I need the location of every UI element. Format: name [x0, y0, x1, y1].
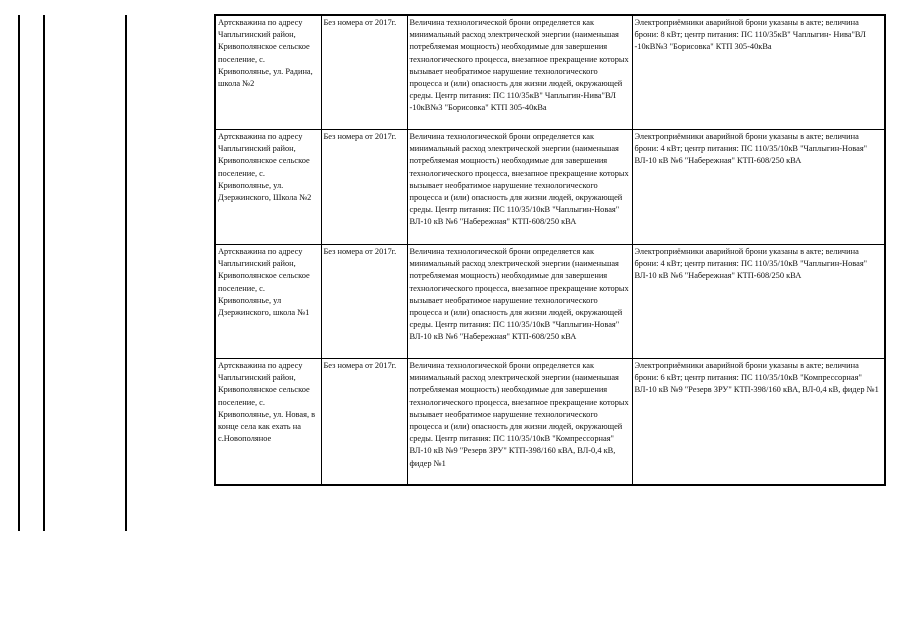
left-margin-line-3	[125, 15, 127, 531]
left-margin-line-1	[18, 15, 20, 531]
table-row	[215, 15, 885, 130]
document-cell: Без номера от 2017г.	[321, 245, 407, 359]
object-address-cell: Артскважина по адресу Чаплыгинский район, Кривополянское сельское поселение, с. Кривополянье, ул. Радина, школа №2	[215, 15, 321, 130]
document-cell: Без номера от 2017г.	[321, 15, 407, 130]
object-address-cell: Артскважина по адресу Чаплыгинский район, Кривополянское сельское поселение, с. Кривополянье, ул Дзержинского, школа №1	[215, 245, 321, 359]
reserve-details-cell: Электроприёмники аварийной брони указаны в акте; величина брони: 6 кВт; центр питания: ПС 110/35/10кВ "Компрессорная" ВЛ-10 кВ №9 "Резерв ЗРУ" КТП-398/160 кВА, ВЛ-0,4 кВ, фидер №1	[632, 359, 885, 486]
emergency-reserve-table	[214, 14, 886, 486]
object-address-cell: Артскважина по адресу Чаплыгинский район, Кривополянское сельское поселение, с. Кривополянье, ул. Новая, в конце села как ехать на с.Новополяное	[215, 359, 321, 486]
document-cell: Без номера от 2017г.	[321, 130, 407, 245]
justification-cell: Величина технологической брони определяется как минимальный расход электрической энергии (наименьшая потребляемая мощность) необходимые для завершения технологического процесса, внезапное прекращение которых вызывает необратимое нарушение технологического процесса и (или) опасность для жизни людей, окружающей среды. Центр питания: ПС 110/35/10кВ "Чаплыгин-Новая" ВЛ-10 кВ №6 "Набережная" КТП-608/250 кВА	[407, 245, 632, 359]
object-address-cell: Артскважина по адресу Чаплыгинский район, Кривополянское сельское поселение, с. Кривополянье, ул. Дзержинского, Школа №2	[215, 130, 321, 245]
table-row	[215, 130, 885, 245]
table-row	[215, 359, 885, 486]
justification-cell: Величина технологической брони определяется как минимальный расход электрической энергии (наименьшая потребляемая мощность) необходимые для завершения технологического процесса, внезапное прекращение которых вызывает необратимое нарушение технологического процесса и (или) опасность для жизни людей, окружающей среды. Центр питания: ПС 110/35кВ" Чаплыгин-Нива"ВЛ -10кВ№3 "Борисовка" КТП 305-40кВа	[407, 15, 632, 130]
justification-cell: Величина технологической брони определяется как минимальный расход электрической энергии (наименьшая потребляемая мощность) необходимые для завершения технологического процесса, внезапное прекращение которых вызывает необратимое нарушение технологического процесса и (или) опасность для жизни людей, окружающей среды. Центр питания: ПС 110/35/10кВ "Компрессорная" ВЛ-10 кВ №9 "Резерв ЗРУ" КТП-398/160 кВА, ВЛ-0,4 кВ, фидер №1	[407, 359, 632, 486]
justification-cell: Величина технологической брони определяется как минимальный расход электрической энергии (наименьшая потребляемая мощность) необходимые для завершения технологического процесса, внезапное прекращение которых вызывает необратимое нарушение технологического процесса и (или) опасность для жизни людей, окружающей среды. Центр питания: ПС 110/35/10кВ "Чаплыгин-Новая" ВЛ-10 кВ №6 "Набережная" КТП-608/250 кВА	[407, 130, 632, 245]
left-margin-line-2	[43, 15, 45, 531]
reserve-details-cell: Электроприёмники аварийной брони указаны в акте; величина брони: 8 кВт; центр питания: ПС 110/35кВ" Чаплыгин- Нива"ВЛ -10кВ№3 "Борисовка" КТП 305-40кВа	[632, 15, 885, 130]
reserve-details-cell: Электроприёмники аварийной брони указаны в акте; величина брони: 4 кВт; центр питания: ПС 110/35/10кВ "Чаплыгин-Новая" ВЛ-10 кВ №6 "Набережная" КТП-608/250 кВА	[632, 245, 885, 359]
document-cell: Без номера от 2017г.	[321, 359, 407, 486]
table-row	[215, 245, 885, 359]
reserve-details-cell: Электроприёмники аварийной брони указаны в акте; величина брони: 4 кВт; центр питания: ПС 110/35/10кВ "Чаплыгин-Новая" ВЛ-10 кВ №6 "Набережная" КТП-608/250 кВА	[632, 130, 885, 245]
